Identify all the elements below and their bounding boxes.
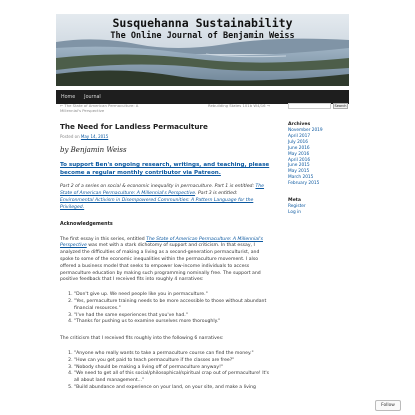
list-item: 1. "Don't give up. We need people like you in permaculture." (74, 292, 270, 299)
patreon-support-link[interactable]: To support Ben's ongoing research, writings, and teaching, please become a regular monthly contributor via Patreon. (60, 162, 270, 177)
series-note-text-1: Part 2 of a series on social & economic inequality in permaculture. Part 1 is entitled: (60, 184, 256, 190)
posted-on-label: Posted on (60, 134, 80, 140)
series-part3-link[interactable]: Environmental Activism in Disempowered Communities: A Pattern Language for the Privileged. (60, 198, 254, 210)
list-item: 3. "I've had the same experiences that you've had." (74, 313, 270, 320)
archives-title: Archives (288, 122, 311, 127)
page-wrapper (56, 0, 349, 104)
site-description: The Online Journal of Benjamin Weiss (110, 31, 295, 41)
meta-list (288, 204, 352, 216)
meta-title: Meta (288, 198, 301, 204)
archives-list (288, 128, 352, 187)
post-navigation (60, 103, 270, 113)
archive-link[interactable]: March 2015 (288, 175, 314, 181)
archive-link[interactable]: July 2016 (288, 139, 309, 145)
series-note (60, 184, 270, 211)
sidebar (288, 103, 352, 216)
archive-link[interactable]: June 2016 (288, 145, 310, 151)
nav-item-journal[interactable]: Journal (84, 94, 101, 100)
archive-link[interactable]: February 2015 (288, 181, 320, 187)
acknowledgements-heading: Acknowledgements (60, 221, 113, 227)
list-item: 3. "Nobody should be making a living off of permaculture anyway!" (74, 365, 270, 372)
post-byline: by Benjamin Weiss (60, 146, 127, 155)
next-post-link[interactable]: Rebuilding States 101b W4/16 → (208, 103, 270, 108)
list-item: 5. "Build abundance and experience on your land, on your site, and make a living (74, 385, 270, 392)
support-narratives-list (60, 292, 270, 326)
main-nav (56, 90, 349, 104)
list-item: 4. "We need to get all of this social/philosophical/spiritual crap out of permaculture! It's all about land management..." (74, 371, 270, 385)
first-essay-link[interactable]: The State of American Permaculture: A Millennial's Perspective (60, 236, 263, 249)
post-meta (60, 134, 270, 139)
paragraph-1 (60, 237, 270, 285)
main-content (60, 103, 270, 392)
search-button[interactable]: Search (334, 104, 347, 108)
list-item: 2. "Yes, permaculture training needs to be more accessible to those without abundant financial resources." (74, 299, 270, 313)
archive-link[interactable]: May 2016 (288, 151, 310, 157)
paragraph-1-start: The first essay in this series, entitled (60, 236, 147, 242)
list-item: 4. "Thanks for pushing us to examine ourselves more thoroughly." (74, 319, 270, 326)
login-link[interactable]: Log in (288, 209, 301, 215)
paragraph-1-rest: was met with a stark dichotomy of support and criticism. In that essay, I analyzed the difficulties of making a living as a second-generation permaculturist, and spoke to some of the economic inequalities within the permaculture movement. I also offered a business model that seeks to empower low-income individuals to access permaculture education by making such programming nominally free. The support and positive feedback that I received fits into roughly 4 narratives: (60, 243, 261, 283)
post-title: The Need for Landless Permaculture (60, 122, 208, 132)
list-item: 2. "How can you get paid to teach permaculture if the classes are free?" (74, 358, 270, 365)
search-form (288, 103, 352, 109)
series-note-text-2: . Part 3 is entitled: (195, 191, 238, 197)
follow-button[interactable]: Follow (375, 400, 401, 411)
post-date-link[interactable]: May 14, 2015 (80, 134, 109, 140)
archive-link[interactable]: April 2017 (288, 133, 311, 139)
header-banner (56, 14, 349, 86)
archive-link[interactable]: June 2015 (288, 163, 310, 169)
site-title[interactable]: Susquehanna Sustainability (112, 16, 293, 30)
paragraph-2: The criticism that I received fits roughly into the following 6 narratives: (60, 336, 224, 342)
series-part1-link[interactable]: The State of American Permaculture: A Millennial's Perspective (60, 184, 265, 197)
criticism-narratives-list (60, 351, 270, 392)
search-input[interactable] (288, 103, 331, 109)
archive-link[interactable]: November 2019 (288, 128, 323, 133)
previous-post-link[interactable]: ← The State of American Permaculture: A Millennial's Perspective (60, 103, 139, 114)
nav-item-home[interactable]: Home (61, 94, 76, 100)
register-link[interactable]: Register (288, 204, 306, 210)
archive-link[interactable]: May 2015 (288, 169, 310, 175)
archive-link[interactable]: April 2016 (288, 157, 311, 163)
list-item: 1. "Anyone who really wants to take a permaculture course can find the money." (74, 351, 270, 358)
